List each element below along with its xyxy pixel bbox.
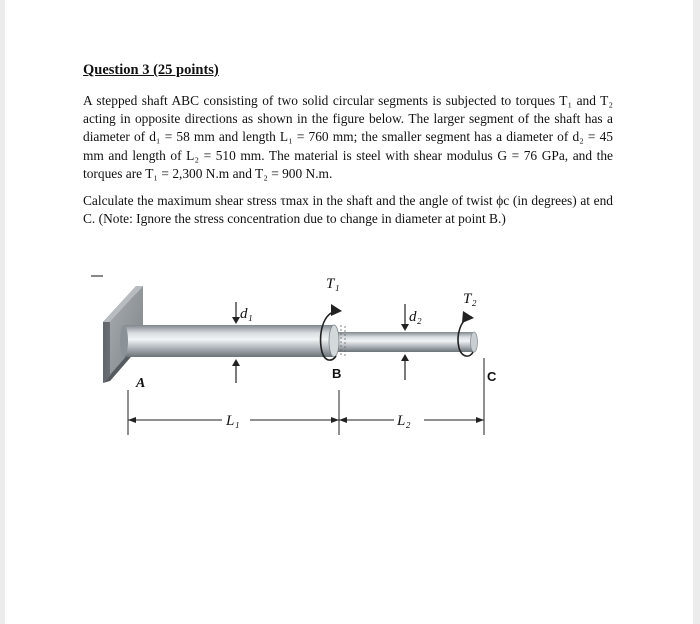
label-a: A	[136, 376, 146, 391]
step-face-b	[329, 325, 339, 357]
shaft-segment-large	[120, 325, 334, 357]
label-t1: T₁	[326, 276, 340, 292]
shaft-segment-small	[334, 332, 478, 352]
label-l2: L₂	[397, 413, 411, 429]
stepped-shaft-figure	[0, 260, 700, 440]
question-heading: Question 3 (25 points)	[83, 62, 219, 78]
label-b: B	[332, 366, 342, 381]
problem-task: Calculate the maximum shear stress τmax in the shaft and the angle of twist ϕc (in degrees) at end C. (Note: Ignore the stress concentration due to change in diameter at point B.)	[83, 193, 613, 227]
label-l1: L₁	[226, 413, 240, 429]
problem-statement: A stepped shaft ABC consisting of two solid circular segments is subjected to torques T₁ and T₂ acting in opposite directions as shown in the figure below. The larger segment of the shaft has a diameter of d₁ = 58 mm and length L₁ = 760 mm; the smaller segment has a diameter of d₂ = 45 mm and length of L₂ = 510 mm. The material is steel with shear modulus G = 76 GPa, and the torques are T₁ = 2,300 N.m and T₂ = 900 N.m.	[83, 93, 613, 181]
label-d2: d₂	[409, 309, 422, 325]
label-c: C	[487, 369, 497, 384]
label-d1: d₁	[240, 306, 253, 322]
l2-dimension-line	[339, 417, 484, 423]
label-t2: T₂	[463, 291, 477, 307]
